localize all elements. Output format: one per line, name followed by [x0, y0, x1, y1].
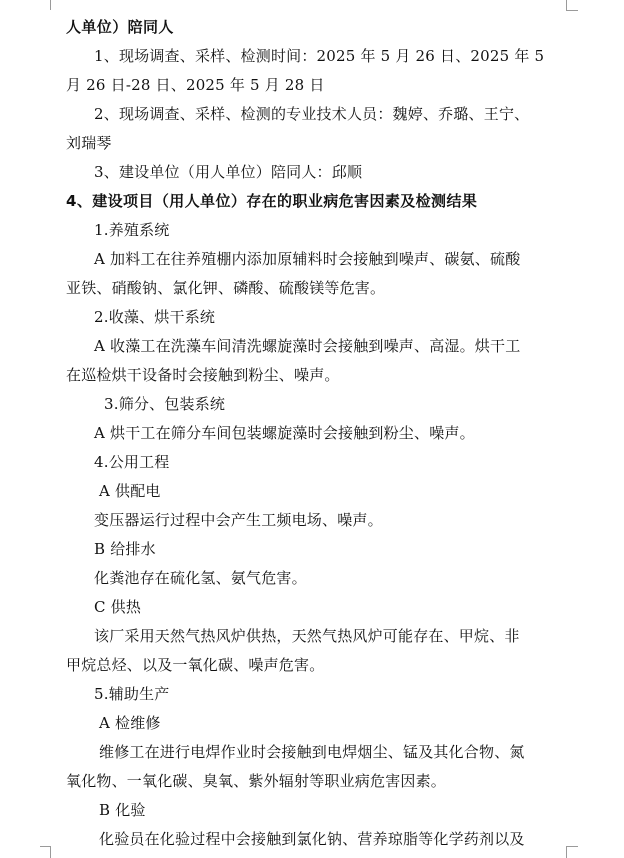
text-line: A 供配电 [99, 482, 161, 500]
text-line: 3.筛分、包装系统 [104, 395, 226, 413]
text-line: 5.辅助生产 [94, 685, 170, 703]
crop-mark-top-left [50, 0, 51, 10]
crop-mark-top-right [566, 0, 567, 10]
text-line: 1、现场调查、采样、检测时间：2025 年 5 月 26 日、2025 年 5 [94, 47, 545, 65]
text-line: 变压器运行过程中会产生工频电场、噪声。 [94, 511, 383, 529]
crop-mark-bottom-left [50, 846, 51, 858]
text-line: B 给排水 [94, 540, 156, 558]
text-line: 刘瑞琴 [66, 134, 112, 152]
text-line: 2.收藻、烘干系统 [94, 308, 216, 326]
text-line: 维修工在进行电焊作业时会接触到电焊烟尘、锰及其化合物、氮 [99, 743, 525, 761]
text-line: 2、现场调查、采样、检测的专业技术人员：魏婷、乔璐、王宁、 [94, 105, 530, 123]
text-line: C 供热 [94, 598, 142, 616]
text-line: 甲烷总烃、以及一氧化碳、噪声危害。 [66, 656, 325, 674]
text-line: 亚铁、硝酸钠、氯化钾、磷酸、硫酸镁等危害。 [66, 279, 386, 297]
text-line: 氧化物、一氧化碳、臭氧、紫外辐射等职业病危害因素。 [66, 772, 447, 790]
text-line: 月 26 日-28 日、2025 年 5 月 28 日 [66, 76, 325, 94]
text-line: A 烘干工在筛分车间包装螺旋藻时会接触到粉尘、噪声。 [94, 424, 475, 442]
crop-mark-top-right-h [566, 10, 578, 11]
text-line: 化验员在化验过程中会接触到氯化钠、营养琼脂等化学药剂以及 [99, 830, 525, 848]
crop-mark-bottom-left-h [40, 846, 50, 847]
section-heading: 4、建设项目（用人单位）存在的职业病危害因素及检测结果 [66, 192, 478, 210]
text-line: A 检维修 [99, 714, 161, 732]
text-line: 该厂采用天然气热风炉供热，天然气热风炉可能存在、甲烷、非 [94, 627, 520, 645]
text-line: 4.公用工程 [94, 453, 170, 471]
text-line: A 加料工在往养殖棚内添加原辅料时会接触到噪声、碳氨、硫酸 [94, 250, 521, 268]
text-line: B 化验 [99, 801, 146, 819]
text-line: 3、建设单位（用人单位）陪同人：邱顺 [94, 163, 363, 181]
text-line: A 收藻工在洗藻车间清洗螺旋藻时会接触到噪声、高湿。烘干工 [94, 337, 521, 355]
text-line: 1.养殖系统 [94, 221, 170, 239]
text-line: 人单位）陪同人 [66, 18, 174, 36]
text-line: 在巡检烘干设备时会接触到粉尘、噪声。 [66, 366, 340, 384]
text-line: 化粪池存在硫化氢、氨气危害。 [94, 569, 307, 587]
crop-mark-bottom-right-h [566, 846, 578, 847]
crop-mark-bottom-right [566, 846, 567, 858]
